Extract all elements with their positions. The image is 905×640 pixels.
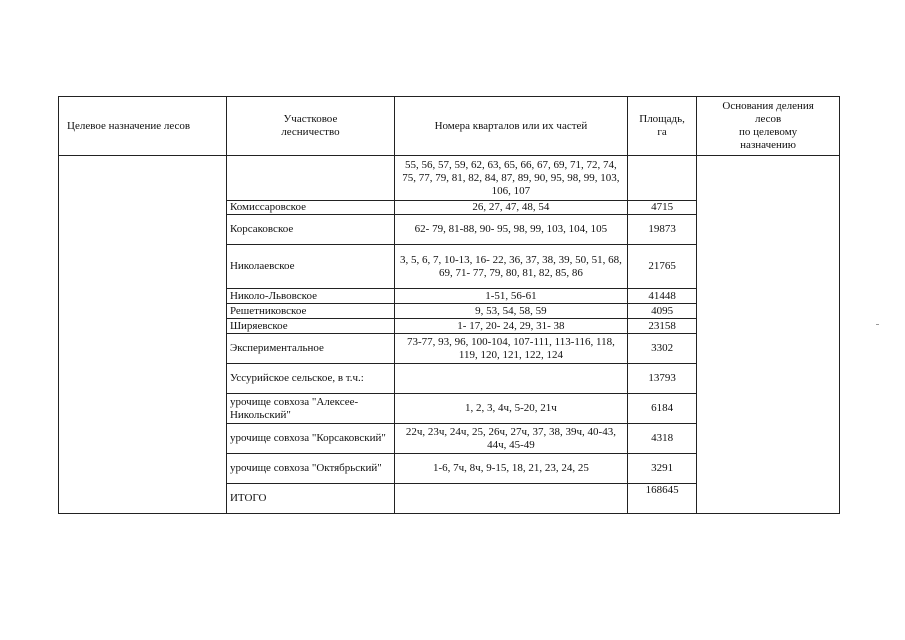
forestry-cell <box>226 156 394 201</box>
total-label: ИТОГО <box>226 484 394 514</box>
header-forestry: Участковое лесничество <box>226 97 394 156</box>
quarters-cell: 55, 56, 57, 59, 62, 63, 65, 66, 67, 69, 71, 72, 74, 75, 77, 79, 81, 82, 84, 87, 89, 90, 95, 98, 99, 103, 106, 107 <box>394 156 627 201</box>
forestry-cell: Николаевское <box>226 245 394 289</box>
quarters-cell <box>394 364 627 394</box>
forestry-cell: Николо-Львовское <box>226 289 394 304</box>
quarters-cell: 62- 79, 81-88, 90- 95, 98, 99, 103, 104, 105 <box>394 215 627 245</box>
area-cell: 21765 <box>627 245 696 289</box>
forestry-cell: Ширяевское <box>226 319 394 334</box>
quarters-cell: 9, 53, 54, 58, 59 <box>394 304 627 319</box>
quarters-cell: 22ч, 23ч, 24ч, 25, 26ч, 27ч, 37, 38, 39ч, 40-43, 44ч, 45-49 <box>394 424 627 454</box>
area-cell: 4095 <box>627 304 696 319</box>
quarters-cell: 1- 17, 20- 24, 29, 31- 38 <box>394 319 627 334</box>
forestry-cell: Корсаковское <box>226 215 394 245</box>
quarters-cell: 1-51, 56-61 <box>394 289 627 304</box>
forestry-cell: Решетниковское <box>226 304 394 319</box>
area-cell: 3302 <box>627 334 696 364</box>
forestry-cell: урочище совхоза "Алексее-Никольский" <box>226 394 394 424</box>
forestry-cell: Комиссаровское <box>226 201 394 215</box>
header-purpose: Целевое назначение лесов <box>59 97 227 156</box>
area-cell: 19873 <box>627 215 696 245</box>
total-quarters-cell <box>394 484 627 514</box>
area-cell: 4318 <box>627 424 696 454</box>
quarters-cell: 1, 2, 3, 4ч, 5-20, 21ч <box>394 394 627 424</box>
header-area: Площадь, га <box>627 97 696 156</box>
forestry-cell: урочище совхоза "Октябрьский" <box>226 454 394 484</box>
forest-purpose-table <box>58 96 840 514</box>
quarters-cell: 1-6, 7ч, 8ч, 9-15, 18, 21, 23, 24, 25 <box>394 454 627 484</box>
quarters-cell: 3, 5, 6, 7, 10-13, 16- 22, 36, 37, 38, 39, 50, 51, 68, 69, 71- 77, 79, 80, 81, 82, 85, 86 <box>394 245 627 289</box>
area-cell: 6184 <box>627 394 696 424</box>
total-area: 168645 <box>627 484 696 514</box>
forestry-cell: Уссурийское сельское, в т.ч.: <box>226 364 394 394</box>
quarters-cell: 26, 27, 47, 48, 54 <box>394 201 627 215</box>
area-cell: 41448 <box>627 289 696 304</box>
forestry-cell: Экспериментальное <box>226 334 394 364</box>
area-cell <box>627 156 696 201</box>
header-row <box>59 97 840 156</box>
forestry-cell: урочище совхоза "Корсаковский" <box>226 424 394 454</box>
header-quarters: Номера кварталов или их частей <box>394 97 627 156</box>
quarters-cell: 73-77, 93, 96, 100-104, 107-111, 113-116, 118, 119, 120, 121, 122, 124 <box>394 334 627 364</box>
table-header <box>59 97 840 156</box>
area-cell: 3291 <box>627 454 696 484</box>
area-cell: 13793 <box>627 364 696 394</box>
purpose-cell <box>59 156 227 514</box>
scan-mark <box>876 324 879 325</box>
table-row <box>59 156 840 201</box>
header-basis: Основания деления лесов по целевому назначению <box>697 97 840 156</box>
basis-cell <box>697 156 840 514</box>
area-cell: 23158 <box>627 319 696 334</box>
area-cell: 4715 <box>627 201 696 215</box>
